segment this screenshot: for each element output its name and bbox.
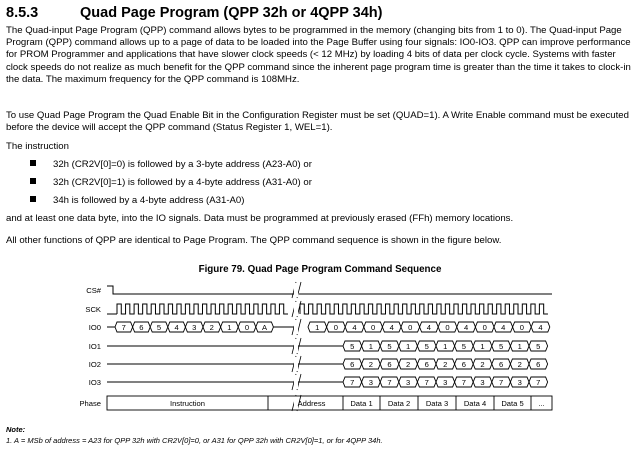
phase-label: Data 3 (425, 399, 449, 408)
io1-data-cell-value: 5 (424, 342, 429, 351)
break-gap (294, 283, 298, 297)
paragraph-data-byte: and at least one data byte, into the IO signals. Data must be programmed at previously erased (FFh) memory locations. (6, 213, 514, 224)
phase-label: ... (538, 399, 545, 408)
io2-data-cell-value: 6 (387, 360, 392, 369)
bullet-text: 32h (CR2V[0]=0) is followed by a 3-byte address (A23-A0) or (53, 159, 312, 170)
section-title: Quad Page Program (QPP 32h or 4QPP 34h) (80, 5, 383, 21)
io0-data-cell-value: 0 (370, 323, 376, 332)
io1-data-cell-value: 1 (517, 342, 522, 351)
section-number: 8.5.3 (6, 5, 39, 21)
io3-data-cell-value: 7 (387, 378, 392, 387)
io3-data-cell-value: 3 (443, 378, 448, 387)
io3-data-cell-value: 3 (517, 378, 522, 387)
io1-data-cell-value: 5 (536, 342, 541, 351)
io1-data-cell-value: 1 (405, 342, 411, 351)
io2-data-cell-value: 6 (424, 360, 429, 369)
bullet-text: 34h is followed by a 4-byte address (A31-A0) (53, 195, 245, 206)
io0-data-cell-value: 4 (501, 323, 506, 332)
io0-bit-cell-value: A (262, 323, 268, 332)
phase-label: Data 4 (463, 399, 487, 408)
paragraph-other-functions: All other functions of QPP are identical to Page Program. The QPP command sequence is shown in the figure below. (6, 235, 502, 246)
io0-data-cell-value: 4 (426, 323, 432, 332)
paragraph-description: The Quad-input Page Program (QPP) command allows bytes to be programmed in the memory (changing bits from 1 to 0). The Quad-input Page Program (QPP) command allows up to a page of data to be loaded into the Page Buffer using four signals: IO0-IO3. QPP can improve performance for PROM Programmer and applications that have slower clock speeds (< 12 MHz) by loading 4 bits of data per clock cycle. Systems with faster clock speeds do not realize as much benefit for the QPP command since the inherent page program time is greater than the time it takes to clock-in the data. The maximum frequency for the QPP command is 108MHz. (6, 25, 631, 85)
signal-label: IO0 (88, 323, 101, 332)
bullet-text: 32h (CR2V[0]=1) is followed by a 4-byte address (A31-A0) or (53, 177, 312, 188)
signal-label: Phase (79, 399, 101, 408)
io2-data-cell-value: 2 (368, 360, 374, 369)
io1-data-cell-value: 5 (350, 342, 355, 351)
io0-data-cell-value: 0 (482, 323, 487, 332)
io0-data-cell-value: 0 (333, 323, 339, 332)
io0-bit-cell-value: 4 (174, 323, 179, 332)
io0-bit-cell-value: 3 (192, 323, 197, 332)
io3-data-cell-value: 3 (480, 378, 485, 387)
note-text: 1. A = MSb of address = A23 for QPP 32h with CR2V[0]=0, or A31 for QPP 32h with CR2V[0]=1, or for 4QPP 34h. (6, 436, 383, 445)
note-label: Note: (6, 425, 26, 434)
io1-data-cell-value: 5 (387, 342, 392, 351)
io3-data-cell-value: 3 (368, 378, 374, 387)
sck-waveform (107, 304, 288, 314)
cs-waveform (107, 286, 552, 294)
paragraph-instruction-intro: The instruction (6, 141, 69, 152)
paragraph-requirements: To use Quad Page Program the Quad Enable Bit in the Configuration Register must be set (QUAD=1). A Write Enable command must be executed before the device will accept the QPP command (Status Register 1, WEL=1). (6, 110, 629, 134)
sck-waveform (300, 304, 548, 314)
io0-bit-cell-value: 5 (156, 323, 162, 332)
break-gap (294, 302, 298, 316)
io3-data-cell-value: 7 (498, 378, 504, 387)
io0-data-cell-value: 4 (538, 323, 543, 332)
phase-label: Data 2 (387, 399, 411, 408)
signal-label: SCK (85, 305, 101, 314)
signal-label: IO3 (88, 378, 101, 387)
phase-label: Address (297, 399, 326, 408)
io3-data-cell-value: 3 (405, 378, 411, 387)
io2-data-cell-value: 6 (536, 360, 541, 369)
break-gap (294, 357, 298, 371)
io0-data-cell-value: 0 (519, 323, 525, 332)
io2-data-cell-value: 2 (443, 360, 448, 369)
io2-data-cell-value: 2 (405, 360, 411, 369)
signal-label: CS# (86, 286, 101, 295)
io2-data-cell-value: 2 (480, 360, 485, 369)
io0-data-cell-value: 0 (445, 323, 450, 332)
break-gap (294, 320, 298, 334)
break-gap (294, 339, 298, 353)
io0-data-cell-value: 1 (315, 323, 320, 332)
signal-label: IO1 (88, 342, 101, 351)
io2-data-cell-value: 6 (350, 360, 355, 369)
io0-bit-cell-value: 2 (209, 323, 214, 332)
io1-data-cell-value: 5 (498, 342, 504, 351)
io0-bit-cell-value: 6 (139, 323, 144, 332)
io3-data-cell-value: 7 (350, 378, 355, 387)
io3-data-cell-value: 7 (536, 378, 541, 387)
io1-data-cell-value: 1 (368, 342, 374, 351)
io0-bit-cell-value: 1 (227, 323, 232, 332)
phase-label: Data 5 (501, 399, 524, 408)
io2-data-cell-value: 6 (461, 360, 467, 369)
figure-title: Figure 79. Quad Page Program Command Sequence (198, 264, 442, 275)
io1-data-cell-value: 5 (461, 342, 467, 351)
phase-label: Instruction (169, 399, 206, 408)
io0-bit-cell-value: 7 (121, 323, 126, 332)
io0-data-cell-value: 4 (389, 323, 394, 332)
io0-bit-cell-value: 0 (244, 323, 250, 332)
io0-data-cell-value: 0 (408, 323, 413, 332)
io3-data-cell-value: 7 (461, 378, 467, 387)
io2-data-cell-value: 6 (498, 360, 504, 369)
io1-data-cell-value: 1 (443, 342, 448, 351)
io3-data-cell-value: 7 (424, 378, 429, 387)
phase-label: Data 1 (350, 399, 373, 408)
signal-label: IO2 (88, 360, 101, 369)
io2-data-cell-value: 2 (517, 360, 522, 369)
io0-data-cell-value: 4 (352, 323, 357, 332)
break-gap (294, 375, 298, 389)
io1-data-cell-value: 1 (480, 342, 485, 351)
io0-data-cell-value: 4 (463, 323, 469, 332)
